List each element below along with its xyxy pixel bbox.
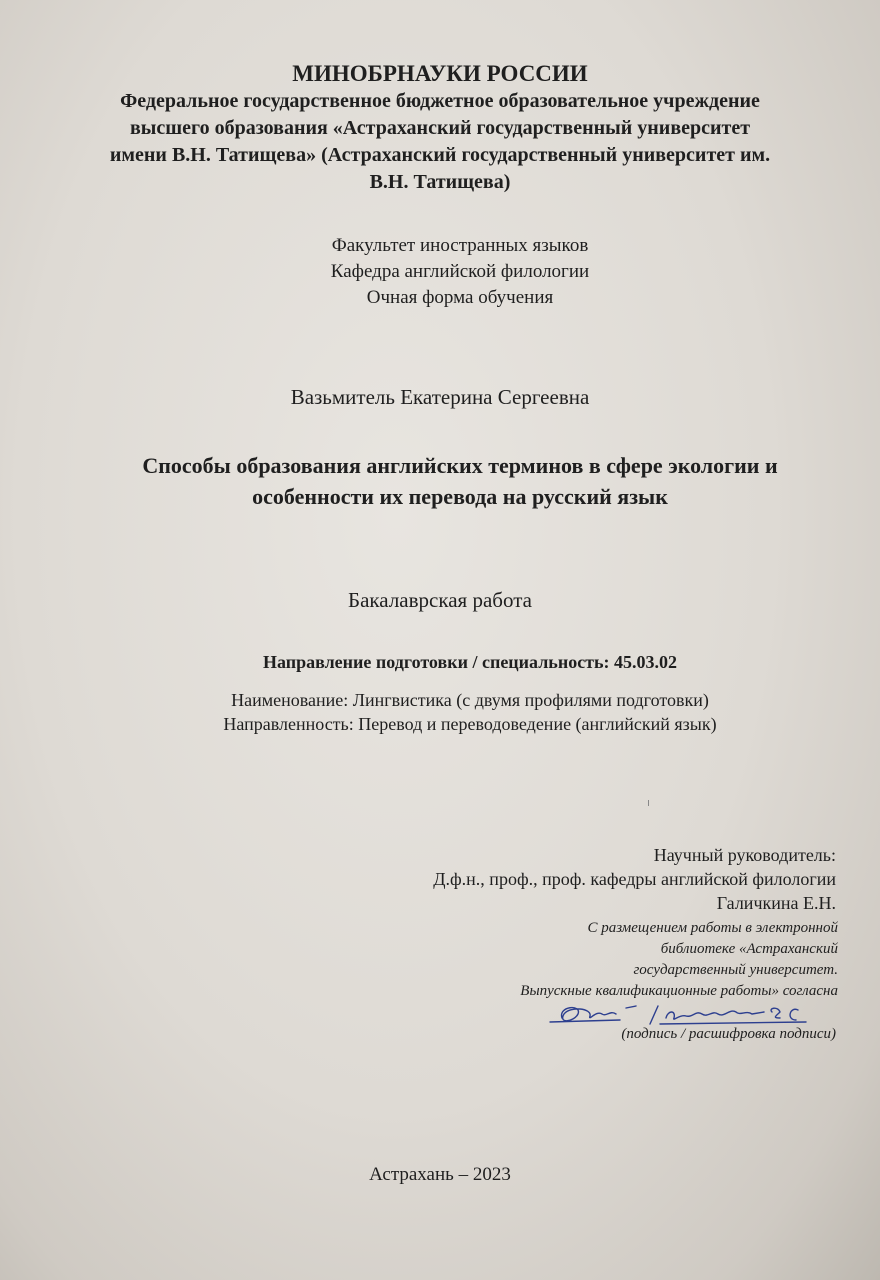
faculty-name: Факультет иностранных языков [331, 235, 589, 256]
institution-line: имени В.Н. Татищева» (Астраханский государственный университет им. [109, 144, 771, 166]
chair-name: Кафедра английской филологии [330, 261, 590, 282]
study-form: Очная форма обучения [366, 287, 554, 308]
profile-name: Наименование: Лингвистика (с двумя профилями подготовки) [231, 690, 709, 710]
supervisor-block [433, 843, 836, 915]
institution-line: высшего образования «Астраханский государственный университет [129, 117, 751, 139]
supervisor-label: Научный руководитель: [653, 845, 836, 865]
consent-line: Выпускные квалификационные работы» согласна [520, 983, 838, 999]
study-direction: Направление подготовки / специальность: 45.03.02 [262, 652, 678, 672]
institution-line: Федеральное государственное бюджетное образовательное учреждение [120, 90, 760, 112]
consent-line: С размещением работы в электронной [587, 920, 838, 936]
thesis-topic [60, 450, 860, 512]
profile-focus: Направленность: Перевод и переводоведение (английский язык) [223, 714, 717, 734]
signature-row [540, 1000, 840, 1028]
topic-line: Способы образования английских терминов в сфере экологии и [142, 453, 778, 478]
supervisor-position: Д.ф.н., проф., проф. кафедры английской филологии [433, 869, 836, 889]
work-type: Бакалаврская работа [348, 588, 532, 612]
consent-line: государственный университет. [633, 962, 838, 978]
institution-name [80, 88, 800, 196]
supervisor-name: Галичкина Е.Н. [716, 893, 836, 913]
city-year: Астрахань – 2023 [369, 1164, 511, 1185]
ministry-name: МИНОБРНАУКИ РОССИИ [292, 61, 588, 86]
author-name: Вазьмитель Екатерина Сергеевна [290, 385, 590, 409]
department-block [80, 233, 840, 311]
paper-speck [648, 800, 649, 806]
library-consent [520, 918, 838, 1002]
topic-line: особенности их перевода на русский язык [252, 484, 668, 509]
consent-line: библиотеке «Астраханский [660, 941, 838, 957]
study-profile [40, 688, 880, 736]
institution-line: В.Н. Татищева) [369, 171, 511, 193]
signature-caption: (подпись / расшифровка подписи) [621, 1026, 836, 1042]
document-header [80, 60, 800, 196]
